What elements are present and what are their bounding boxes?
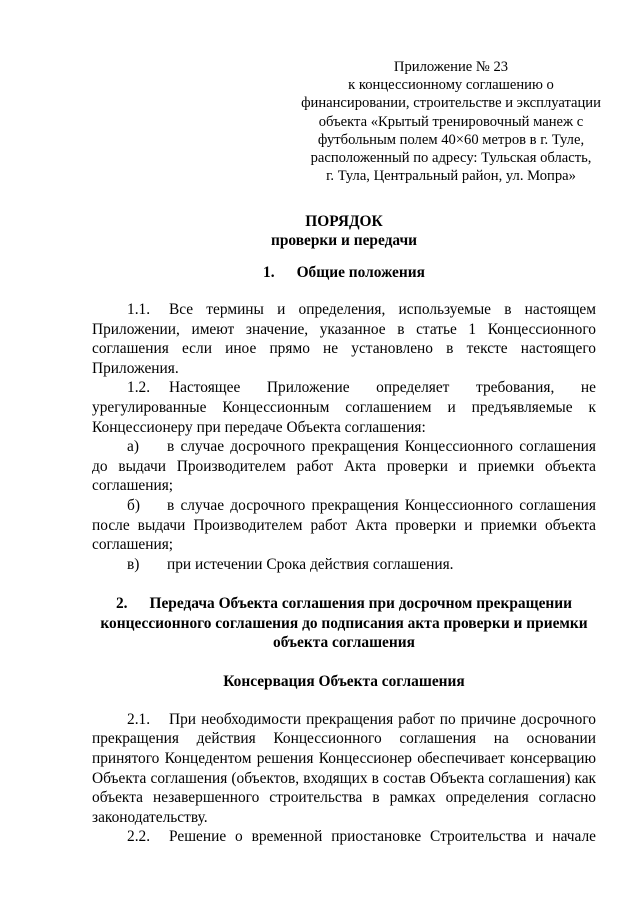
section-1-heading bbox=[92, 263, 596, 282]
clause-number: 2.2. bbox=[127, 828, 151, 846]
list-marker: б) bbox=[127, 496, 140, 514]
clause-text: Решение о временной приостановке Строительства и начале bbox=[169, 828, 596, 846]
section-title-line: объекта соглашения bbox=[273, 634, 415, 652]
subsection-heading: Консервация Объекта соглашения bbox=[223, 672, 465, 690]
section-number: 1. bbox=[263, 264, 275, 281]
section-title: Общие положения bbox=[296, 264, 425, 281]
clause-number: 1.2. bbox=[127, 379, 151, 397]
appendix-line: Приложение № 23 bbox=[393, 59, 509, 75]
clause-2-2 bbox=[92, 827, 596, 847]
list-item-text: в случае досрочного прекращения Концессионного соглашения после выдачи Производителем работ Акта проверки и приемки объекта соглашения; bbox=[92, 496, 596, 554]
list-item-text: в случае досрочного прекращения Концессионного соглашения до выдачи Производителем работ Акта проверки и приемки объекта соглашения; bbox=[92, 438, 596, 495]
list-item-b bbox=[92, 496, 596, 555]
document-subtitle: проверки и передачи bbox=[270, 232, 418, 249]
clause-number: 1.1. bbox=[127, 301, 151, 318]
list-marker: а) bbox=[127, 438, 139, 456]
document-title: ПОРЯДОК bbox=[305, 213, 383, 230]
appendix-line: футбольным полем 40×60 метров в г. Туле, bbox=[317, 131, 585, 148]
clause-text: При необходимости прекращения работ по причине досрочного прекращения действия Концессионного соглашения на основании принятого Концедентом решения Концессионер обеспечивает консервацию Объекта соглашения (объектов, входящих в состав Объекта соглашения) как объекта незавершенного строительства в рамках определения согласно законодательству. bbox=[92, 710, 596, 826]
document-body bbox=[92, 212, 596, 847]
list-item-text: при истечении Срока действия соглашения. bbox=[167, 555, 454, 573]
clause-number: 2.1. bbox=[127, 710, 151, 728]
clause-text: Все термины и определения, используемые в настоящем Приложении, имеют значение, указанное в статье 1 Концессионного соглашения если иное прямо не установлено в тексте настоящего Приложения. bbox=[92, 301, 596, 377]
appendix-header bbox=[296, 58, 606, 185]
appendix-line: объекта «Крытый тренировочный манеж с bbox=[318, 113, 584, 130]
clause-text: Настоящее Приложение определяет требования, не урегулированные Концессионным соглашением и предъявляемые к Концессионеру при передаче Объекта соглашения: bbox=[92, 379, 596, 436]
appendix-line: финансировании, строительстве и эксплуатации bbox=[301, 95, 601, 112]
appendix-line: к концессионному соглашению о bbox=[348, 77, 554, 94]
list-item-a bbox=[92, 437, 596, 496]
section-2-heading bbox=[92, 594, 596, 653]
list-marker: в) bbox=[127, 555, 140, 573]
appendix-line: расположенный по адресу: Тульская область, bbox=[310, 150, 592, 167]
clause-1-2 bbox=[92, 378, 596, 437]
section-title-line: концессионного соглашения до подписания акта проверки и приемки bbox=[100, 614, 588, 632]
list-item-c bbox=[92, 555, 596, 575]
clause-2-1 bbox=[92, 710, 596, 828]
section-number: 2. bbox=[115, 595, 128, 613]
appendix-line: г. Тула, Центральный район, ул. Мопра» bbox=[326, 168, 576, 185]
section-title-line: Передача Объекта соглашения при досрочном прекращении bbox=[149, 595, 573, 613]
clause-1-1 bbox=[92, 300, 596, 378]
